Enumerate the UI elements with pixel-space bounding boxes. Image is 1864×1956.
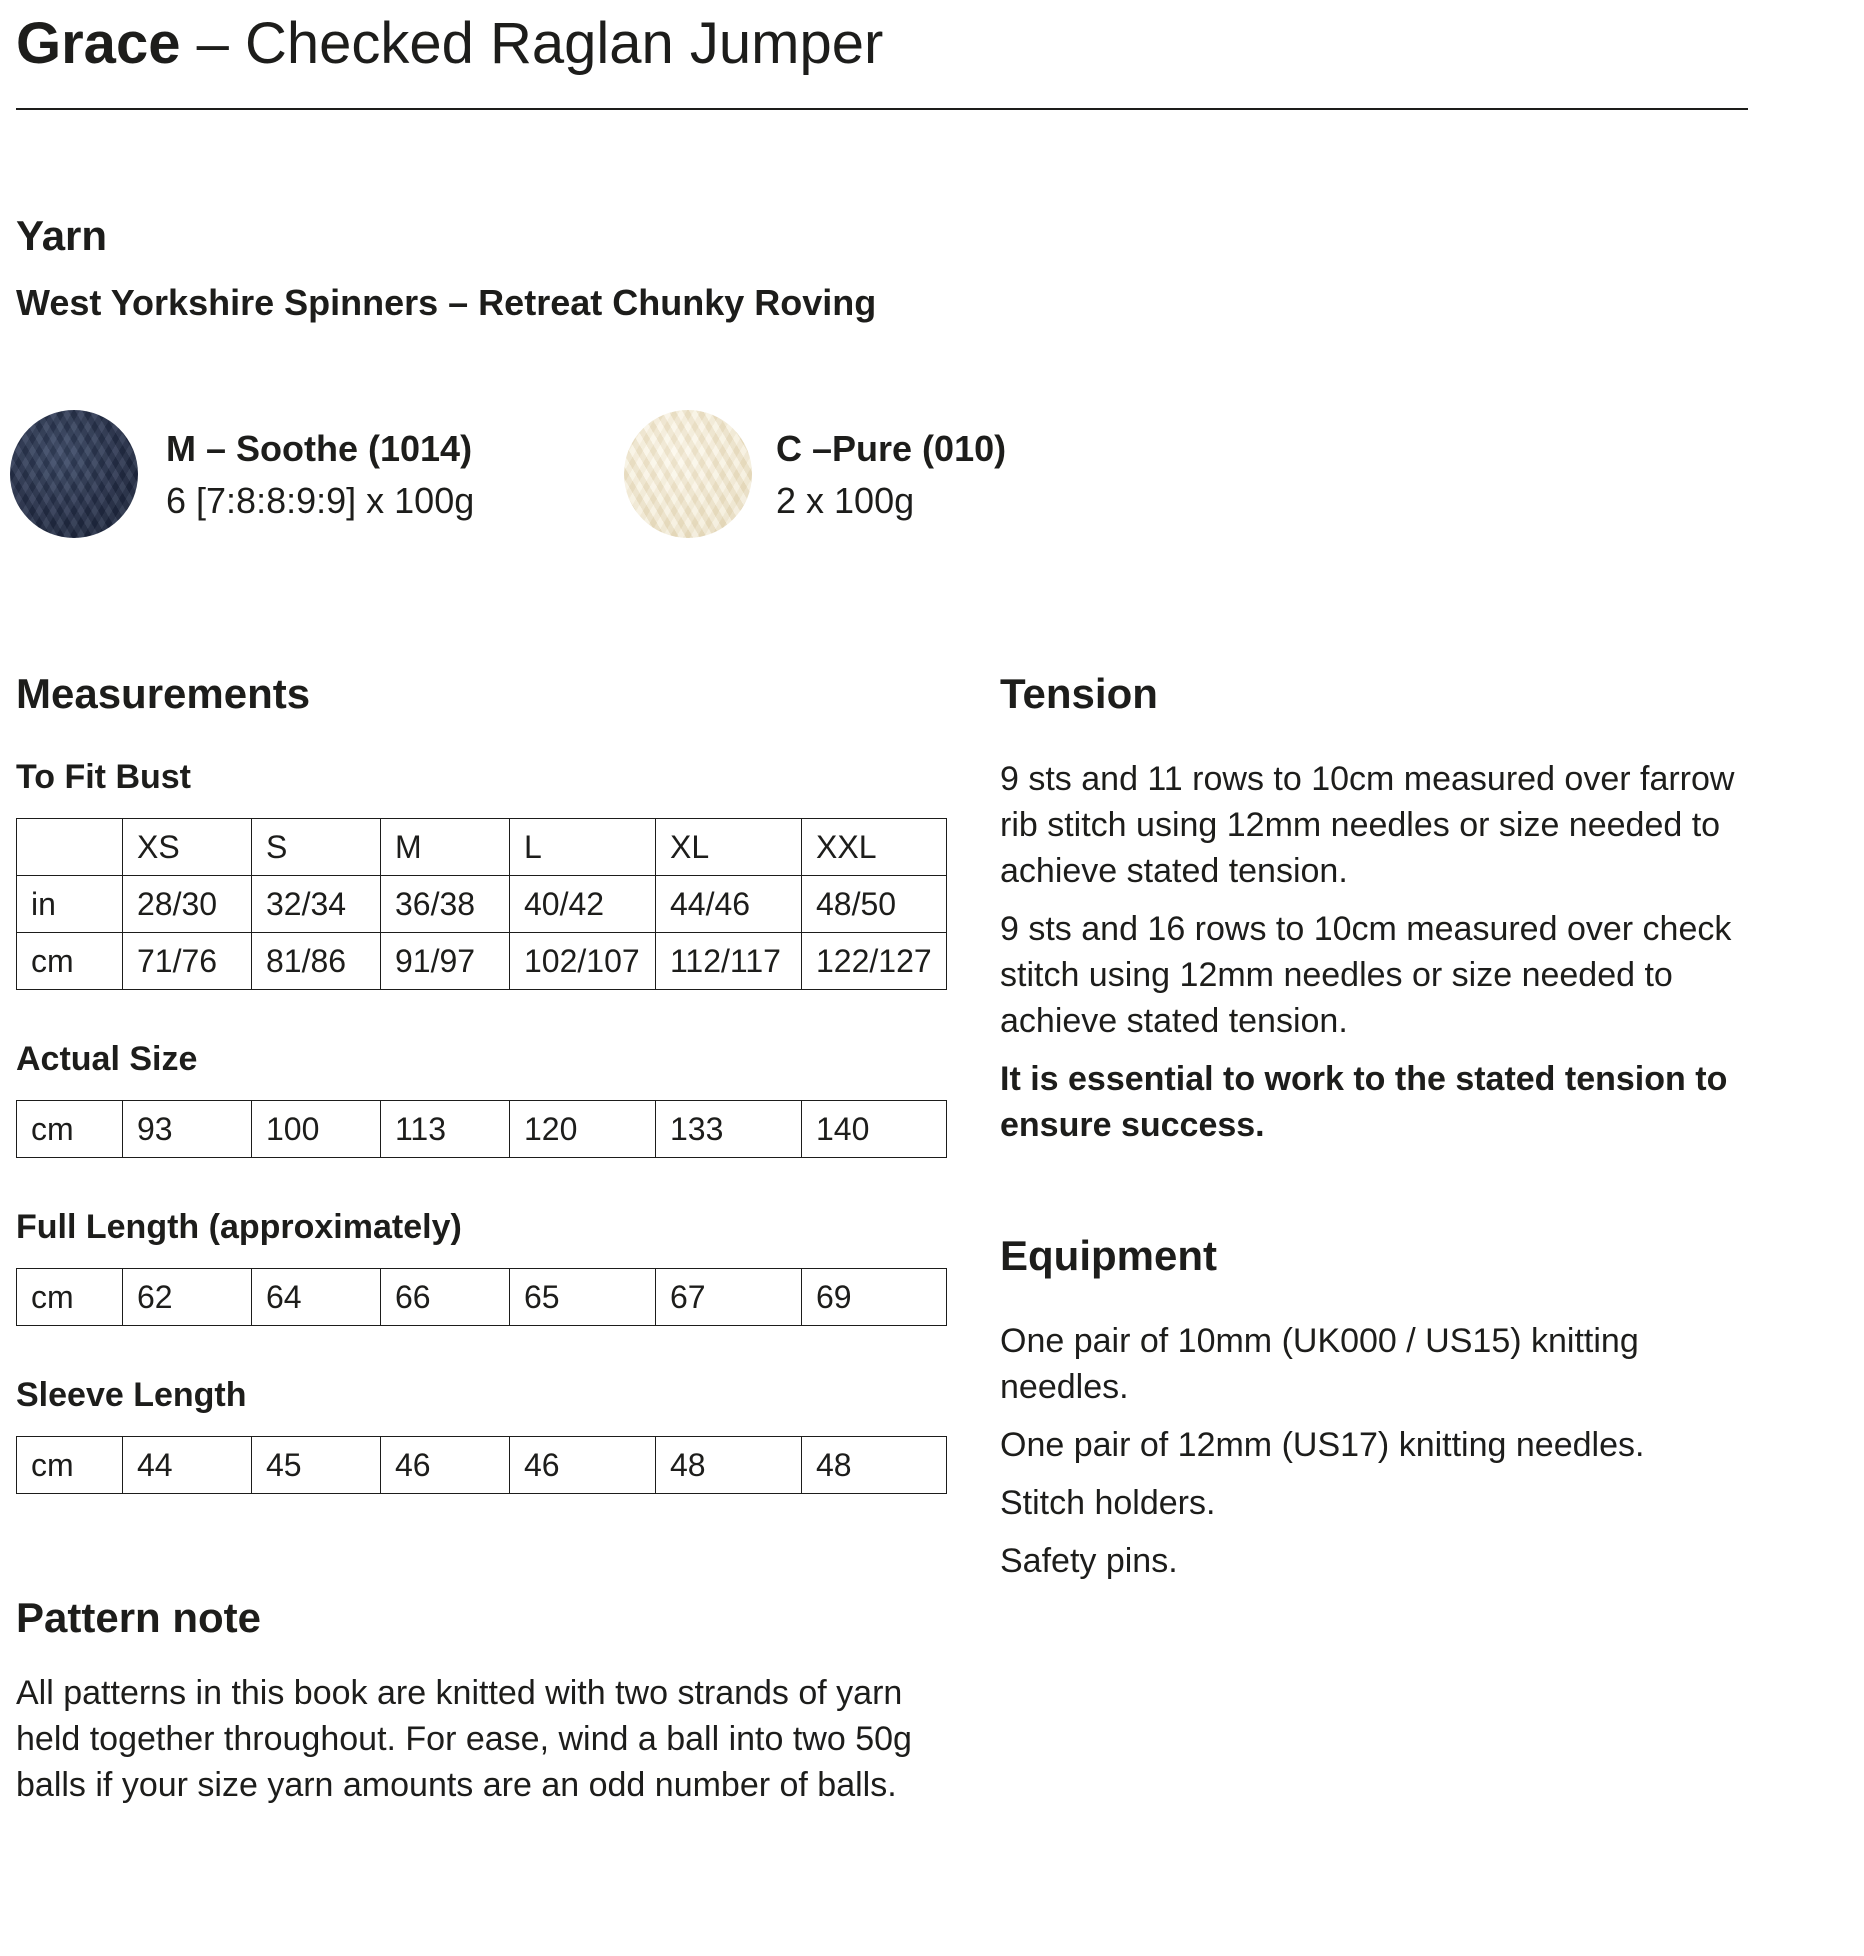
equipment-heading: Equipment (1000, 1232, 1217, 1279)
tension-body (1000, 756, 1770, 1160)
main-yarn-amount: 6 [7:8:8:9:9] x 100g (166, 480, 475, 521)
table-cell: 44/46 (656, 876, 802, 933)
table-cell: 46 (381, 1437, 510, 1494)
sleeve-length-table (16, 1436, 947, 1494)
tension-paragraph: 9 sts and 16 rows to 10cm measured over check stitch using 12mm needles or size needed to achieve stated tension. (1000, 910, 1732, 1040)
table-cell: 48 (656, 1437, 802, 1494)
table-cell: 67 (656, 1269, 802, 1326)
table-cell: 44 (123, 1437, 252, 1494)
table-cell: cm (17, 1269, 123, 1326)
list-item: One pair of 12mm (US17) knitting needles. (1000, 1426, 1645, 1464)
table-cell: XL (656, 819, 802, 876)
table-cell: 48 (802, 1437, 947, 1494)
table-cell (17, 819, 123, 876)
table-cell: XS (123, 819, 252, 876)
full-length-heading: Full Length (approximately) (16, 1208, 462, 1246)
table-row (17, 1101, 947, 1158)
sleeve-length-heading: Sleeve Length (16, 1376, 247, 1414)
to-fit-bust-heading: To Fit Bust (16, 758, 191, 796)
table-cell: L (510, 819, 656, 876)
table-row (17, 819, 947, 876)
table-cell: 133 (656, 1101, 802, 1158)
table-row (17, 1269, 947, 1326)
table-cell: 65 (510, 1269, 656, 1326)
tension-emphasis: It is essential to work to the stated tension to ensure success. (1000, 1060, 1728, 1144)
list-item: Stitch holders. (1000, 1484, 1216, 1522)
table-row (17, 1437, 947, 1494)
table-cell: 81/86 (252, 933, 381, 990)
table-cell: 120 (510, 1101, 656, 1158)
table-cell: 46 (510, 1437, 656, 1494)
table-row (17, 876, 947, 933)
table-cell: 66 (381, 1269, 510, 1326)
actual-size-table (16, 1100, 947, 1158)
table-cell: 62 (123, 1269, 252, 1326)
table-cell: in (17, 876, 123, 933)
table-cell: 122/127 (802, 933, 947, 990)
table-cell: 36/38 (381, 876, 510, 933)
table-cell: 140 (802, 1101, 947, 1158)
tension-paragraph: 9 sts and 11 rows to 10cm measured over farrow rib stitch using 12mm needles or size needed to achieve stated tension. (1000, 760, 1735, 890)
contrast-yarn-swatch (624, 410, 752, 538)
table-cell: 28/30 (123, 876, 252, 933)
table-cell: 48/50 (802, 876, 947, 933)
pattern-name: Grace (16, 11, 181, 76)
table-cell: 69 (802, 1269, 947, 1326)
pattern-subtitle: Checked Raglan Jumper (244, 11, 884, 76)
table-cell: cm (17, 1437, 123, 1494)
title-separator: – (180, 11, 245, 76)
to-fit-bust-table (16, 818, 947, 990)
table-cell: 32/34 (252, 876, 381, 933)
table-cell: 91/97 (381, 933, 510, 990)
table-cell: 45 (252, 1437, 381, 1494)
page-title (16, 4, 883, 84)
measurements-heading: Measurements (16, 670, 311, 717)
actual-size-heading: Actual Size (16, 1040, 198, 1078)
pattern-note-text: All patterns in this book are knitted with two strands of yarn held together throughout. For ease, wind a ball into two 50g balls if your size yarn amounts are an odd number of balls. (16, 1674, 912, 1804)
table-cell: 102/107 (510, 933, 656, 990)
list-item: Safety pins. (1000, 1542, 1178, 1580)
main-yarn-swatch (10, 410, 138, 538)
table-cell: cm (17, 1101, 123, 1158)
table-cell: 100 (252, 1101, 381, 1158)
table-cell: 40/42 (510, 876, 656, 933)
contrast-yarn-amount: 2 x 100g (776, 480, 915, 521)
table-cell: 64 (252, 1269, 381, 1326)
table-row (17, 933, 947, 990)
pattern-note-heading: Pattern note (16, 1594, 262, 1641)
yarn-brand: West Yorkshire Spinners – Retreat Chunky Roving (16, 282, 877, 323)
table-cell: XXL (802, 819, 947, 876)
yarn-heading: Yarn (16, 212, 108, 259)
table-cell: 113 (381, 1101, 510, 1158)
equipment-list (1000, 1318, 1760, 1596)
main-yarn-label: M – Soothe (1014) (166, 428, 473, 469)
list-item: One pair of 10mm (UK000 / US15) knitting needles. (1000, 1322, 1639, 1406)
table-cell: 112/117 (656, 933, 802, 990)
title-divider (16, 108, 1748, 110)
full-length-table (16, 1268, 947, 1326)
table-cell: 71/76 (123, 933, 252, 990)
table-cell: S (252, 819, 381, 876)
table-cell: 93 (123, 1101, 252, 1158)
table-cell: M (381, 819, 510, 876)
tension-heading: Tension (1000, 670, 1158, 717)
contrast-yarn-label: C –Pure (010) (776, 428, 1007, 469)
table-cell: cm (17, 933, 123, 990)
